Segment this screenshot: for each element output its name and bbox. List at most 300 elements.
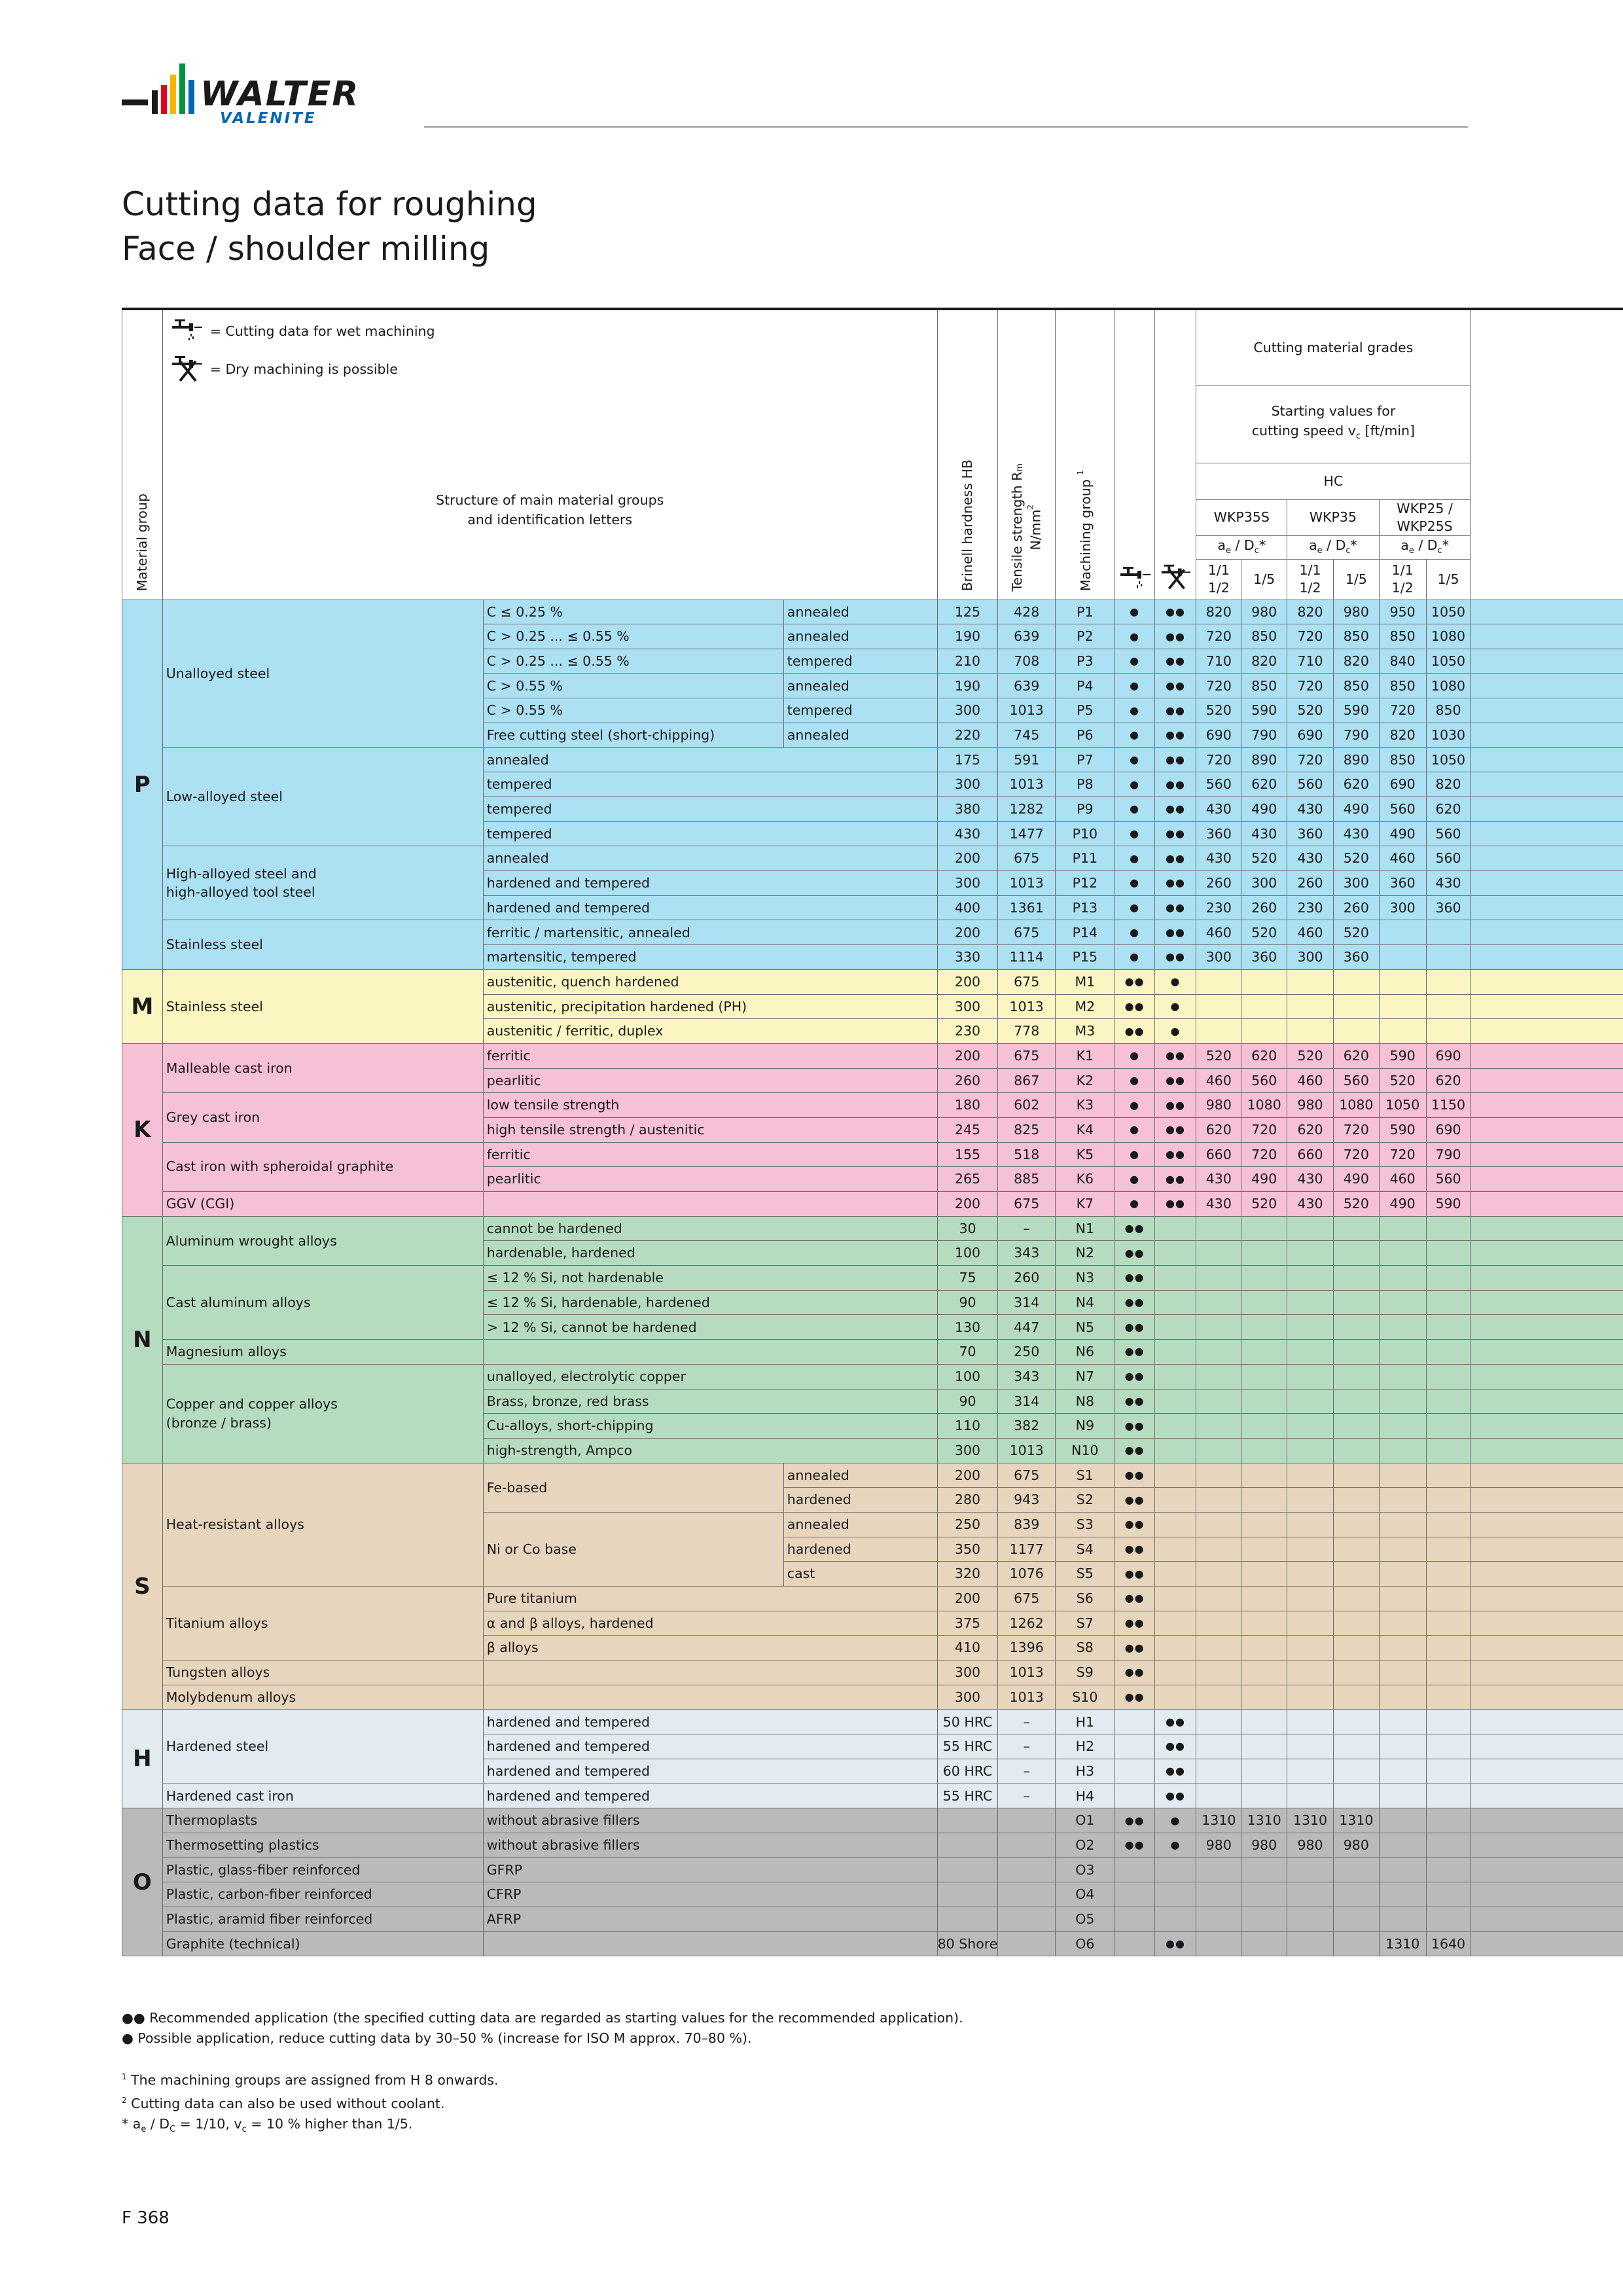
dry-rating: ● bbox=[1154, 1808, 1196, 1833]
cutting-speed: 460 bbox=[1287, 920, 1334, 945]
cutting-speed: 460 bbox=[1379, 846, 1426, 871]
machining-group: S1 bbox=[1056, 1463, 1115, 1488]
cutting-speed bbox=[1426, 1759, 1471, 1784]
condition: tempered bbox=[783, 649, 937, 673]
wet-rating bbox=[1115, 1882, 1154, 1907]
dry-rating bbox=[1154, 1537, 1196, 1562]
cutting-speed: 620 bbox=[1196, 1117, 1241, 1142]
wet-column-header bbox=[1115, 309, 1154, 600]
spare-cell bbox=[1471, 1315, 1623, 1340]
cutting-speed bbox=[1196, 1710, 1241, 1734]
cutting-speed bbox=[1241, 1882, 1287, 1907]
cutting-speed: 850 bbox=[1379, 624, 1426, 649]
dry-rating: ●● bbox=[1154, 673, 1196, 698]
dry-rating: ●● bbox=[1154, 649, 1196, 673]
table-row bbox=[122, 1093, 1623, 1118]
legend-recommended: ●● Recommended application (the specified cutting data are regarded as starting values for the recommended application). bbox=[122, 2010, 963, 2026]
tensile-strength: 1396 bbox=[998, 1636, 1056, 1660]
spare-cell bbox=[1471, 1660, 1623, 1685]
cutting-speed bbox=[1196, 1389, 1241, 1414]
tensile-strength: 708 bbox=[998, 649, 1056, 673]
cutting-speed bbox=[1241, 1759, 1287, 1784]
cutting-speed bbox=[1287, 1784, 1334, 1808]
wet-rating: ●● bbox=[1115, 1562, 1154, 1587]
cutting-speed bbox=[1241, 1512, 1287, 1537]
dry-rating bbox=[1154, 1438, 1196, 1463]
wet-rating: ● bbox=[1115, 895, 1154, 920]
wet-rating: ● bbox=[1115, 772, 1154, 797]
sub-material bbox=[483, 1660, 937, 1685]
table-row bbox=[122, 1463, 1623, 1488]
wet-rating: ●● bbox=[1115, 1660, 1154, 1685]
cutting-speed: 1310 bbox=[1333, 1808, 1379, 1833]
brinell-hardness: 60 HRC bbox=[937, 1759, 998, 1784]
tensile-strength: 675 bbox=[998, 969, 1056, 994]
cutting-speed: 520 bbox=[1196, 1043, 1241, 1068]
machining-group: N1 bbox=[1056, 1216, 1115, 1241]
cutting-speed bbox=[1379, 1315, 1426, 1340]
wet-rating bbox=[1115, 1710, 1154, 1734]
cutting-speed bbox=[1287, 1266, 1334, 1291]
cutting-speed: 690 bbox=[1287, 723, 1334, 747]
cutting-speed bbox=[1287, 1562, 1334, 1587]
cutting-speed: 560 bbox=[1379, 797, 1426, 822]
cutting-speed bbox=[1241, 1241, 1287, 1266]
tensile-strength: 1114 bbox=[998, 945, 1056, 970]
cutting-speed bbox=[1287, 1290, 1334, 1315]
dry-rating bbox=[1154, 1636, 1196, 1660]
dry-legend: = Dry machining is possible bbox=[169, 356, 931, 382]
machining-group: H3 bbox=[1056, 1759, 1115, 1784]
cutting-speed bbox=[1426, 1216, 1471, 1241]
cutting-speed bbox=[1196, 1414, 1241, 1439]
cutting-speed: 260 bbox=[1333, 895, 1379, 920]
legend-possible: ● Possible application, reduce cutting data by 30–50 % (increase for ISO M approx. 70–80 %). bbox=[122, 2030, 752, 2046]
grade-wkp35: WKP35 bbox=[1287, 499, 1380, 535]
sub-material: unalloyed, electrolytic copper bbox=[483, 1364, 937, 1389]
tensile-strength: 591 bbox=[998, 747, 1056, 772]
cutting-speed bbox=[1379, 1562, 1426, 1587]
cutting-speed: 720 bbox=[1241, 1142, 1287, 1167]
table-row bbox=[122, 1192, 1623, 1217]
cutting-speed bbox=[1379, 1216, 1426, 1241]
cutting-speed bbox=[1426, 920, 1471, 945]
cutting-speed: 620 bbox=[1426, 1068, 1471, 1093]
cutting-speed bbox=[1287, 1389, 1334, 1414]
group-letter: S bbox=[122, 1463, 163, 1710]
dry-rating: ●● bbox=[1154, 772, 1196, 797]
cutting-speed bbox=[1196, 1512, 1241, 1537]
tensile-strength: 1013 bbox=[998, 1438, 1056, 1463]
spare-cell bbox=[1471, 1463, 1623, 1488]
material-group-header: Material group bbox=[122, 309, 163, 600]
spare-cell bbox=[1471, 1562, 1623, 1587]
cutting-speed bbox=[1196, 1266, 1241, 1291]
dry-rating bbox=[1154, 1216, 1196, 1241]
wet-rating: ●● bbox=[1115, 1512, 1154, 1537]
cutting-speed: 840 bbox=[1379, 649, 1426, 673]
tensile-strength: 382 bbox=[998, 1414, 1056, 1439]
tensile-strength: 639 bbox=[998, 673, 1056, 698]
sub-material: austenitic, precipitation hardened (PH) bbox=[483, 994, 937, 1019]
cutting-speed: 980 bbox=[1333, 600, 1379, 624]
cutting-speed bbox=[1426, 994, 1471, 1019]
cutting-speed bbox=[1379, 1734, 1426, 1759]
cutting-speed bbox=[1196, 1216, 1241, 1241]
table-row bbox=[122, 1931, 1623, 1956]
cutting-speed bbox=[1333, 1784, 1379, 1808]
cutting-speed bbox=[1426, 1364, 1471, 1389]
dry-rating: ●● bbox=[1154, 895, 1196, 920]
wet-rating: ● bbox=[1115, 821, 1154, 846]
cutting-speed bbox=[1426, 1019, 1471, 1044]
cutting-speed: 360 bbox=[1379, 871, 1426, 896]
cutting-speed: 300 bbox=[1196, 945, 1241, 970]
cutting-speed bbox=[1287, 1438, 1334, 1463]
machining-group: O2 bbox=[1056, 1833, 1115, 1857]
cutting-speed: 260 bbox=[1241, 895, 1287, 920]
dry-rating bbox=[1154, 1587, 1196, 1611]
machining-group: H1 bbox=[1056, 1710, 1115, 1734]
machining-group: S4 bbox=[1056, 1537, 1115, 1562]
machining-group: P3 bbox=[1056, 649, 1115, 673]
ratio-fifth: 1/5 bbox=[1333, 559, 1379, 600]
sub-material: without abrasive fillers bbox=[483, 1833, 937, 1857]
wet-rating: ●● bbox=[1115, 1414, 1154, 1439]
cutting-speed bbox=[1379, 1808, 1426, 1833]
dry-rating: ●● bbox=[1154, 1759, 1196, 1784]
spare-cell bbox=[1471, 821, 1623, 846]
machining-group: P11 bbox=[1056, 846, 1115, 871]
cutting-speed bbox=[1196, 1759, 1241, 1784]
footnote-1: $^1$ The machining groups are assigned from H 8 onwards. bbox=[122, 2072, 499, 2088]
table-row bbox=[122, 1685, 1623, 1710]
machining-group: O5 bbox=[1056, 1907, 1115, 1931]
wet-rating: ●● bbox=[1115, 994, 1154, 1019]
cutting-speed: 1080 bbox=[1333, 1093, 1379, 1118]
cutting-speed: 430 bbox=[1196, 1192, 1241, 1217]
spare-cell bbox=[1471, 969, 1623, 994]
cutting-speed bbox=[1426, 1636, 1471, 1660]
cutting-speed: 520 bbox=[1241, 846, 1287, 871]
brinell-hardness: 125 bbox=[937, 600, 998, 624]
brinell-hardness: 300 bbox=[937, 994, 998, 1019]
cutting-speed: 690 bbox=[1379, 772, 1426, 797]
cutting-speed bbox=[1379, 920, 1426, 945]
sub-material: martensitic, tempered bbox=[483, 945, 937, 970]
main-material: Malleable cast iron bbox=[162, 1043, 483, 1092]
brinell-hardness: 200 bbox=[937, 1587, 998, 1611]
cutting-speed bbox=[1379, 1833, 1426, 1857]
footnote-3: * $a_e / D_C = 1/10$, $v_c = 10$ % higher than 1/5. bbox=[122, 2115, 413, 2134]
wet-rating: ●● bbox=[1115, 1463, 1154, 1488]
page-title bbox=[122, 182, 537, 271]
tensile-strength: 1477 bbox=[998, 821, 1056, 846]
cutting-speed: 560 bbox=[1241, 1068, 1287, 1093]
machining-group: S5 bbox=[1056, 1562, 1115, 1587]
cutting-speed: 820 bbox=[1241, 649, 1287, 673]
main-material: Unalloyed steel bbox=[162, 600, 483, 747]
cutting-speed: 260 bbox=[1287, 871, 1334, 896]
cutting-speed bbox=[1379, 1019, 1426, 1044]
table-row bbox=[122, 1364, 1623, 1389]
brinell-hardness: 300 bbox=[937, 1660, 998, 1685]
cutting-speed bbox=[1333, 1241, 1379, 1266]
cutting-speed: 720 bbox=[1196, 624, 1241, 649]
cutting-speed bbox=[1426, 1882, 1471, 1907]
cutting-speed bbox=[1241, 1611, 1287, 1636]
machining-group: S10 bbox=[1056, 1685, 1115, 1710]
cutting-speed bbox=[1379, 945, 1426, 970]
cutting-speed bbox=[1426, 945, 1471, 970]
sub-material: austenitic / ferritic, duplex bbox=[483, 1019, 937, 1044]
cutting-speed bbox=[1379, 1857, 1426, 1882]
cutting-speed: 1030 bbox=[1426, 723, 1471, 747]
cutting-speed bbox=[1241, 1562, 1287, 1587]
table-row bbox=[122, 1710, 1623, 1734]
brinell-hardness: 300 bbox=[937, 1685, 998, 1710]
wet-rating: ●● bbox=[1115, 1587, 1154, 1611]
cutting-speed: 1080 bbox=[1426, 673, 1471, 698]
spare-cell bbox=[1471, 1438, 1623, 1463]
wet-rating: ●● bbox=[1115, 1315, 1154, 1340]
tensile-strength: 343 bbox=[998, 1364, 1056, 1389]
main-material: Titanium alloys bbox=[162, 1587, 483, 1660]
cutting-speed bbox=[1379, 1414, 1426, 1439]
tensile-strength: 428 bbox=[998, 600, 1056, 624]
starting-values-header: Starting values for cutting speed $v_c$ [ft/min] bbox=[1196, 386, 1471, 463]
dry-rating: ● bbox=[1154, 1019, 1196, 1044]
dry-rating: ●● bbox=[1154, 920, 1196, 945]
cutting-speed: 430 bbox=[1333, 821, 1379, 846]
dry-rating: ●● bbox=[1154, 1710, 1196, 1734]
cutting-speed bbox=[1287, 1340, 1334, 1365]
tensile-strength: 825 bbox=[998, 1117, 1056, 1142]
spare-cell bbox=[1471, 1241, 1623, 1266]
cutting-speed bbox=[1379, 1611, 1426, 1636]
brinell-hardness: 90 bbox=[937, 1290, 998, 1315]
cutting-speed: 890 bbox=[1241, 747, 1287, 772]
dry-rating: ●● bbox=[1154, 624, 1196, 649]
cutting-speed bbox=[1241, 1019, 1287, 1044]
spare-cell bbox=[1471, 673, 1623, 698]
cutting-speed bbox=[1333, 1512, 1379, 1537]
cutting-speed: 1310 bbox=[1379, 1931, 1426, 1956]
cutting-speed bbox=[1196, 1660, 1241, 1685]
cutting-speed bbox=[1287, 1907, 1334, 1931]
spare-cell bbox=[1471, 698, 1623, 723]
tensile-strength: 518 bbox=[998, 1142, 1056, 1167]
machining-group: K2 bbox=[1056, 1068, 1115, 1093]
table-row bbox=[122, 1833, 1623, 1857]
cutting-speed bbox=[1426, 969, 1471, 994]
dry-rating: ●● bbox=[1154, 821, 1196, 846]
cutting-speed bbox=[1241, 1857, 1287, 1882]
cutting-speed bbox=[1426, 1833, 1471, 1857]
cutting-speed bbox=[1333, 1414, 1379, 1439]
table-row bbox=[122, 1857, 1623, 1882]
cutting-speed: 560 bbox=[1426, 821, 1471, 846]
cutting-speed: 430 bbox=[1287, 846, 1334, 871]
brinell-hardness: 180 bbox=[937, 1093, 998, 1118]
tensile-strength: – bbox=[998, 1784, 1056, 1808]
sub-material: Brass, bronze, red brass bbox=[483, 1389, 937, 1414]
wet-rating: ● bbox=[1115, 698, 1154, 723]
cutting-speed bbox=[1379, 1685, 1426, 1710]
hc-header: HC bbox=[1196, 463, 1471, 499]
brinell-hardness: 380 bbox=[937, 797, 998, 822]
wet-legend: = Cutting data for wet machining bbox=[169, 319, 931, 343]
machining-group: P15 bbox=[1056, 945, 1115, 970]
cutting-speed: 850 bbox=[1241, 624, 1287, 649]
table-row bbox=[122, 1587, 1623, 1611]
spare-cell bbox=[1471, 1636, 1623, 1660]
cutting-speed bbox=[1379, 994, 1426, 1019]
cutting-speed: 430 bbox=[1287, 797, 1334, 822]
cutting-speed bbox=[1241, 1587, 1287, 1611]
cutting-speed: 620 bbox=[1287, 1117, 1334, 1142]
cutting-speed: 620 bbox=[1241, 772, 1287, 797]
brand-name: WALTER bbox=[200, 75, 360, 114]
cutting-speed bbox=[1196, 1364, 1241, 1389]
machining-group: O6 bbox=[1056, 1931, 1115, 1956]
cutting-speed bbox=[1379, 1463, 1426, 1488]
cutting-speed bbox=[1287, 1414, 1334, 1439]
main-material: High-alloyed steel and high-alloyed tool steel bbox=[162, 846, 483, 920]
sub-material: without abrasive fillers bbox=[483, 1808, 937, 1833]
wet-rating: ● bbox=[1115, 673, 1154, 698]
wet-rating: ●● bbox=[1115, 1364, 1154, 1389]
spare-cell bbox=[1471, 920, 1623, 945]
cutting-speed: 710 bbox=[1196, 649, 1241, 673]
spare-cell bbox=[1471, 1512, 1623, 1537]
cutting-speed bbox=[1379, 1364, 1426, 1389]
ratio-full: 1/1 1/2 bbox=[1287, 559, 1334, 600]
table-row bbox=[122, 1142, 1623, 1167]
wet-rating: ● bbox=[1115, 1117, 1154, 1142]
tensile-strength: 675 bbox=[998, 1587, 1056, 1611]
wet-rating: ●● bbox=[1115, 1611, 1154, 1636]
tensile-strength: 1013 bbox=[998, 1660, 1056, 1685]
table-row bbox=[122, 969, 1623, 994]
cutting-speed bbox=[1379, 1907, 1426, 1931]
cutting-speed: 520 bbox=[1241, 1192, 1287, 1217]
brinell-hardness: 245 bbox=[937, 1117, 998, 1142]
wet-rating: ● bbox=[1115, 1043, 1154, 1068]
table-row bbox=[122, 1808, 1623, 1833]
cutting-speed: 460 bbox=[1287, 1068, 1334, 1093]
tensile-strength: 839 bbox=[998, 1512, 1056, 1537]
brinell-hardness: 210 bbox=[937, 649, 998, 673]
spare-cell bbox=[1471, 994, 1623, 1019]
machining-group: N4 bbox=[1056, 1290, 1115, 1315]
tensile-strength: 745 bbox=[998, 723, 1056, 747]
cutting-speed: 560 bbox=[1426, 846, 1471, 871]
cutting-speed: 890 bbox=[1333, 747, 1379, 772]
brinell-hardness: 50 HRC bbox=[937, 1710, 998, 1734]
cutting-speed bbox=[1379, 1340, 1426, 1365]
machining-group: S6 bbox=[1056, 1587, 1115, 1611]
cutting-speed: 820 bbox=[1426, 772, 1471, 797]
machining-group: P8 bbox=[1056, 772, 1115, 797]
tensile-strength: 1013 bbox=[998, 871, 1056, 896]
main-material: Thermoplasts bbox=[162, 1808, 483, 1833]
tensile-strength: 602 bbox=[998, 1093, 1056, 1118]
main-material: Cast aluminum alloys bbox=[162, 1266, 483, 1340]
brinell-hardness: 250 bbox=[937, 1512, 998, 1537]
spare-cell bbox=[1471, 871, 1623, 896]
machining-group: N5 bbox=[1056, 1315, 1115, 1340]
sub-material: pearlitic bbox=[483, 1068, 937, 1093]
cutting-speed bbox=[1287, 1488, 1334, 1513]
cutting-speed: 520 bbox=[1196, 698, 1241, 723]
group-letter: O bbox=[122, 1808, 163, 1956]
cutting-speed bbox=[1241, 1784, 1287, 1808]
cutting-speed: 720 bbox=[1333, 1142, 1379, 1167]
cutting-speed bbox=[1333, 1857, 1379, 1882]
sub-material: annealed bbox=[483, 747, 937, 772]
cutting-speed: 300 bbox=[1241, 871, 1287, 896]
cutting-speed bbox=[1196, 1882, 1241, 1907]
cutting-speed: 520 bbox=[1333, 846, 1379, 871]
cutting-speed bbox=[1333, 1216, 1379, 1241]
dry-rating: ●● bbox=[1154, 1192, 1196, 1217]
cutting-speed bbox=[1333, 1562, 1379, 1587]
cutting-speed: 620 bbox=[1333, 772, 1379, 797]
cutting-speed bbox=[1241, 994, 1287, 1019]
cutting-speed bbox=[1196, 1685, 1241, 1710]
cutting-speed: 950 bbox=[1379, 600, 1426, 624]
cutting-speed bbox=[1241, 1488, 1287, 1513]
cutting-speed bbox=[1196, 1562, 1241, 1587]
cutting-speed bbox=[1426, 1734, 1471, 1759]
brinell-hardness: 155 bbox=[937, 1142, 998, 1167]
cutting-speed bbox=[1287, 1857, 1334, 1882]
spare-cell bbox=[1471, 1710, 1623, 1734]
cutting-speed bbox=[1379, 1266, 1426, 1291]
cutting-speed bbox=[1379, 969, 1426, 994]
spare-cell bbox=[1471, 1216, 1623, 1241]
cutting-speed: 490 bbox=[1333, 1167, 1379, 1192]
cutting-speed bbox=[1241, 1389, 1287, 1414]
cutting-speed: 820 bbox=[1196, 600, 1241, 624]
table-row bbox=[122, 1784, 1623, 1808]
sub-material: CFRP bbox=[483, 1882, 937, 1907]
sub-material: pearlitic bbox=[483, 1167, 937, 1192]
cutting-speed bbox=[1196, 1438, 1241, 1463]
cutting-speed bbox=[1333, 1463, 1379, 1488]
brinell-hardness: 110 bbox=[937, 1414, 998, 1439]
sub-material: C > 0.55 % bbox=[483, 698, 783, 723]
cutting-speed bbox=[1379, 1784, 1426, 1808]
cutting-speed bbox=[1426, 1463, 1471, 1488]
cutting-speed: 1640 bbox=[1426, 1931, 1471, 1956]
cutting-speed: 1050 bbox=[1426, 747, 1471, 772]
spare-cell bbox=[1471, 1784, 1623, 1808]
cutting-speed: 430 bbox=[1287, 1192, 1334, 1217]
spare-cell bbox=[1471, 1389, 1623, 1414]
cutting-speed: 980 bbox=[1287, 1833, 1334, 1857]
spare-cell bbox=[1471, 1833, 1623, 1857]
brinell-hardness: 300 bbox=[937, 871, 998, 896]
wet-rating: ●● bbox=[1115, 1808, 1154, 1833]
cutting-speed: 690 bbox=[1426, 1043, 1471, 1068]
sub-material: austenitic, quench hardened bbox=[483, 969, 937, 994]
table-row bbox=[122, 846, 1623, 871]
tensile-strength bbox=[998, 1808, 1056, 1833]
dry-rating: ●● bbox=[1154, 871, 1196, 896]
cutting-speed: 720 bbox=[1333, 1117, 1379, 1142]
